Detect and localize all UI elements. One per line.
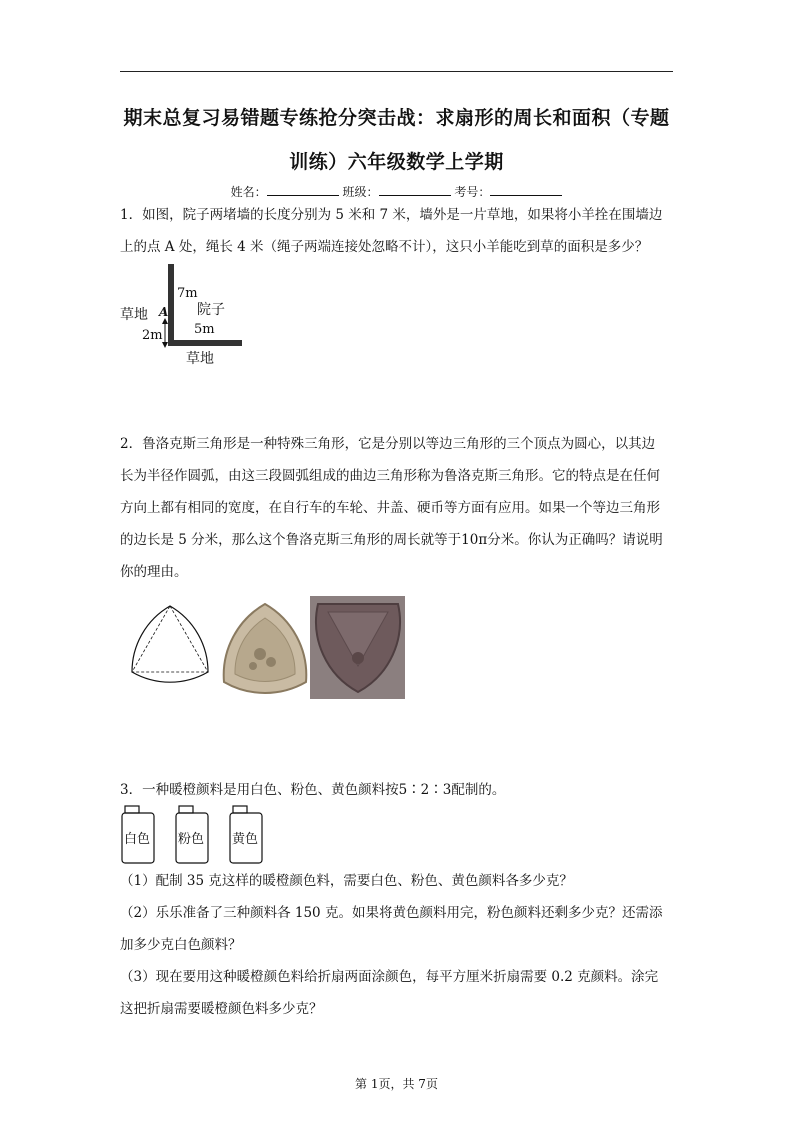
q3-intro: 3．一种暖橙颜料是用白色、粉色、黄色颜料按5∶2∶3配制的。 [120, 782, 506, 798]
title-line-1: 期末总复习易错题专练抢分突击战：求扇形的周长和面积（专题 [123, 107, 670, 129]
q2-line-5: 你的理由。 [120, 564, 188, 580]
q3-sub-2b: 加多少克白色颜料？ [120, 937, 242, 953]
name-label: 姓名： [230, 185, 267, 199]
grass-left-label: 草地 [120, 307, 148, 323]
student-info [0, 183, 793, 200]
q2-line-1: 2．鲁洛克斯三角形是一种特殊三角形，它是分别以等边三角形的三个顶点为圆心，以其边 [120, 436, 656, 452]
wall-5m-label: 5m [194, 322, 215, 337]
reuleaux-illustrations [120, 596, 405, 699]
can-white-label: 白色 [124, 832, 151, 847]
header-rule [120, 71, 673, 72]
page-footer: 第 1页，共 7页 [355, 1077, 438, 1091]
class-blank[interactable] [379, 185, 451, 196]
q3-sub-3b: 这把折扇需要暖橙颜色料多少克？ [120, 1001, 323, 1017]
dist-2m-label: 2m [142, 328, 163, 343]
q3-sub-2a: （2）乐乐准备了三种颜料各 150 克。如果将黄色颜料用完，粉色颜料还剩多少克？还需添 [120, 905, 663, 921]
q3-sub-3a: （3）现在要用这种暖橙颜色料给折扇两面涂颜色，每平方厘米折扇需要 0.2 克颜料。涂完 [120, 969, 659, 985]
q2-figures [120, 596, 405, 699]
q1-line-2: 上的点 A 处，绳长 4 米（绳子两端连接处忽略不计），这只小羊能吃到草的面积是多少？ [120, 239, 649, 255]
title-line-2: 训练）六年级数学上学期 [289, 151, 504, 173]
id-blank[interactable] [490, 185, 562, 196]
q2-line-3: 方向上都有相同的宽度，在自行车的车轮、井盖、硬币等方面有应用。如果一个等边三角形 [120, 500, 660, 516]
q2-line-4: 的边长是 5 分米，那么这个鲁洛克斯三角形的周长就等于10π分米。你认为正确吗？请说明 [120, 532, 663, 548]
can-pink-label: 粉色 [178, 832, 205, 847]
paint-cans [120, 804, 290, 866]
yard-label: 院子 [197, 302, 225, 318]
name-blank[interactable] [267, 185, 339, 196]
can-yellow-label: 黄色 [232, 832, 259, 847]
point-a-label: A [159, 305, 169, 319]
q2-line-2: 长为半径作圆弧，由这三段圆弧组成的曲边三角形称为鲁洛克斯三角形。它的特点是在任何 [120, 468, 660, 484]
q1-figure [118, 262, 248, 372]
wall-7m-label: 7m [177, 286, 198, 301]
class-label: 班级： [342, 185, 379, 199]
q1-line-1: 1．如图，院子两堵墙的长度分别为 5 米和 7 米，墙外是一片草地，如果将小羊拴在围墙边 [120, 207, 663, 223]
q3-sub-1: （1）配制 35 克这样的暖橙颜色料，需要白色、粉色、黄色颜料各多少克？ [120, 873, 573, 889]
id-label: 考号： [454, 185, 491, 199]
grass-bottom-label: 草地 [186, 351, 214, 367]
